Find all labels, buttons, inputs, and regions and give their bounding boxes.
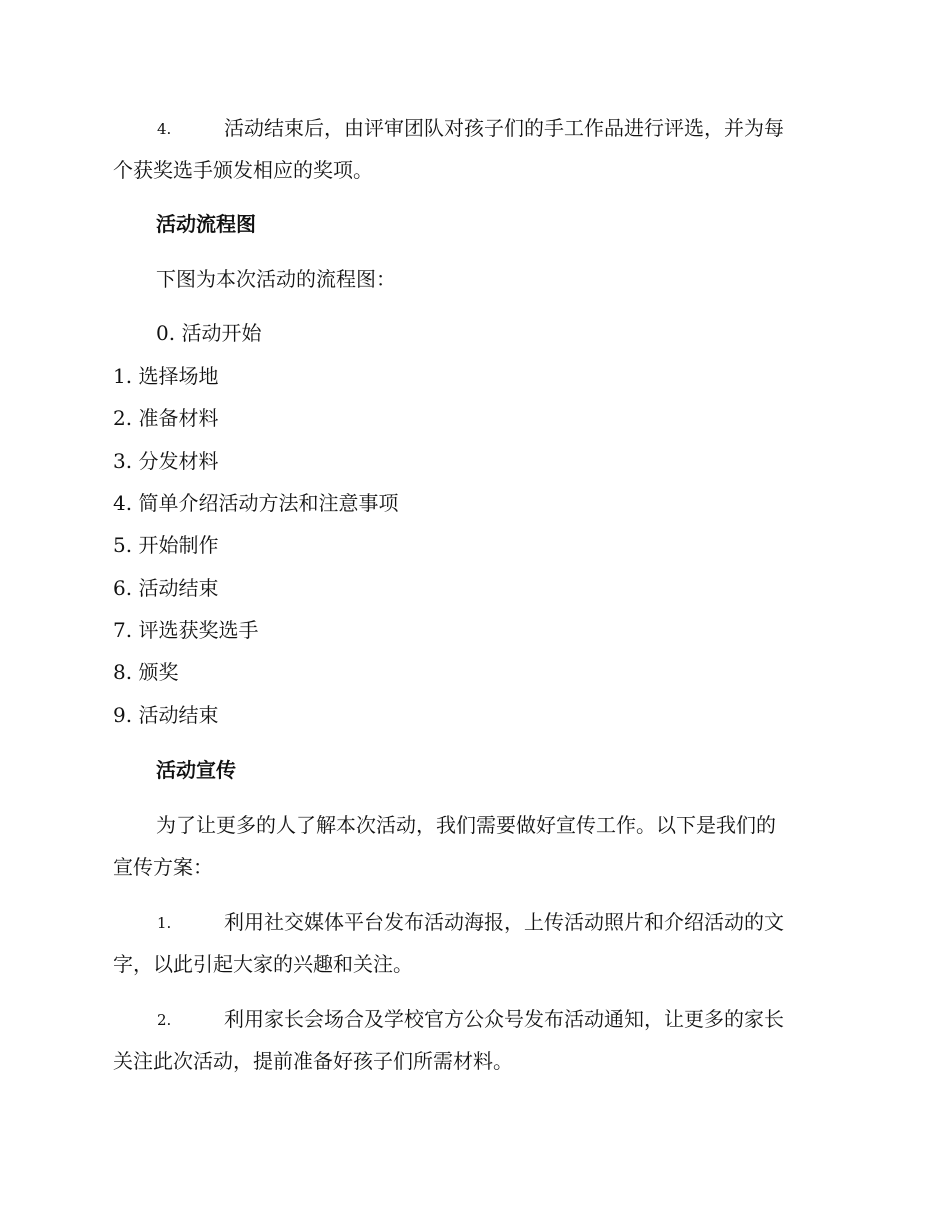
list-item-number: 1. — [157, 914, 172, 932]
flow-step: 4. 简单介绍活动方法和注意事项 — [113, 491, 399, 515]
flow-step: 9. 活动结束 — [113, 703, 219, 727]
section-heading-flow: 活动流程图 — [156, 212, 256, 236]
list-item-text-line1: 利用社交媒体平台发布活动海报，上传活动照片和介绍活动的文 — [224, 910, 784, 934]
flow-step: 2. 准备材料 — [113, 406, 219, 430]
flow-step: 8. 颁奖 — [113, 660, 179, 684]
list-item-text-line2: 关注此次活动，提前准备好孩子们所需材料。 — [113, 1049, 513, 1073]
list-item-number: 4. — [157, 120, 172, 138]
flow-step: 0. 活动开始 — [156, 321, 262, 345]
flow-step: 5. 开始制作 — [113, 533, 219, 557]
promo-intro-line1: 为了让更多的人了解本次活动，我们需要做好宣传工作。以下是我们的 — [156, 813, 776, 837]
list-item-text-line2: 个获奖选手颁发相应的奖项。 — [113, 158, 373, 182]
section-heading-promo: 活动宣传 — [156, 758, 236, 782]
flow-intro: 下图为本次活动的流程图： — [156, 267, 396, 291]
flow-step: 1. 选择场地 — [113, 364, 219, 388]
flow-step: 6. 活动结束 — [113, 576, 219, 600]
list-item-text-line1: 利用家长会场合及学校官方公众号发布活动通知，让更多的家长 — [224, 1007, 784, 1031]
list-item-number: 2. — [157, 1011, 172, 1029]
flow-step: 7. 评选获奖选手 — [113, 618, 259, 642]
list-item-text-line1: 活动结束后，由评审团队对孩子们的手工作品进行评选，并为每 — [224, 116, 784, 140]
flow-step: 3. 分发材料 — [113, 449, 219, 473]
list-item-text-line2: 字，以此引起大家的兴趣和关注。 — [113, 952, 413, 976]
promo-intro-line2: 宣传方案： — [113, 855, 213, 879]
